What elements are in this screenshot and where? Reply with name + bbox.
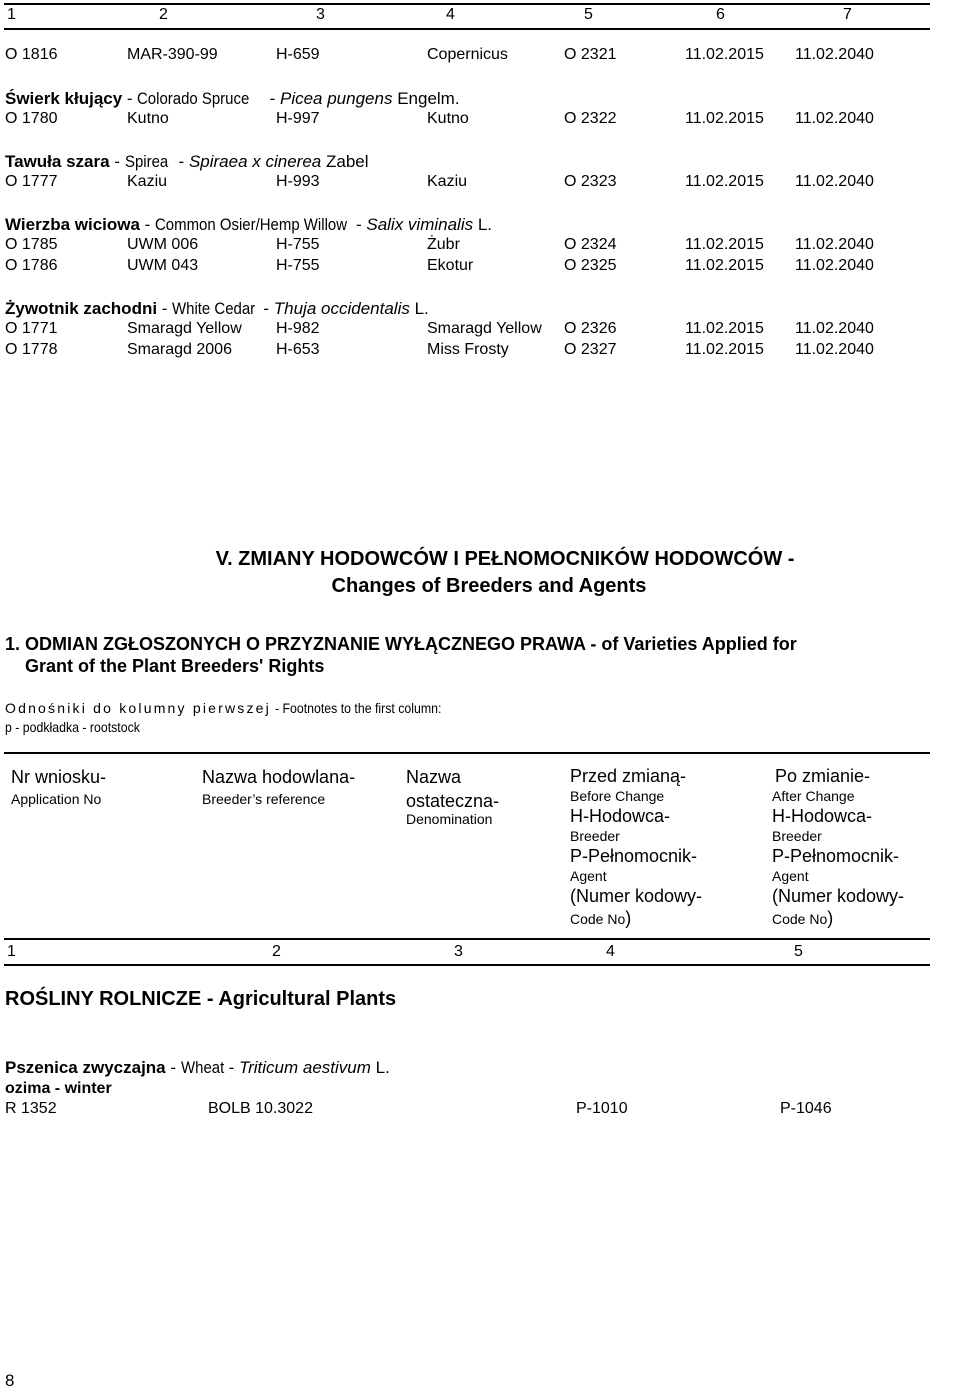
- col3-header: [406, 767, 499, 827]
- table-row: [0, 110, 960, 130]
- application-no: O 1777: [5, 173, 58, 190]
- species-latin: Picea pungens: [279, 89, 393, 108]
- col-number: 4: [606, 943, 615, 960]
- col-number: 3: [454, 943, 463, 960]
- footnote-item-text: p - podkładka - rootstock: [5, 719, 140, 735]
- col-header-code: (Numer kodowy-: [772, 886, 905, 906]
- col-header-agent-en: Agent: [570, 868, 607, 884]
- col-header-polish: Nazwa: [406, 767, 462, 787]
- col-header-english: Application No: [11, 791, 102, 807]
- breeder-code: H-993: [276, 173, 320, 190]
- species-latin: Triticum aestivum: [239, 1058, 371, 1077]
- breeder-reference: UWM 006: [127, 236, 199, 253]
- breeder-code: H-653: [276, 341, 320, 358]
- col-header-polish: Nr wniosku-: [11, 767, 107, 787]
- col4-header: [570, 767, 702, 927]
- col-header-breeder: H-Hodowca-: [772, 806, 873, 826]
- application-no: O 1771: [5, 320, 58, 337]
- col-header-english: Breeder’s reference: [202, 791, 326, 807]
- denomination: Kutno: [427, 110, 469, 127]
- denomination: Smaragd Yellow: [427, 320, 542, 337]
- denomination: Ekotur: [427, 257, 474, 274]
- breeder-reference: Smaragd Yellow: [127, 320, 242, 337]
- footnote-polish: Odnośniki do kolumny pierwszej: [5, 700, 271, 716]
- application-no: O 1816: [5, 46, 58, 63]
- col-header-paren: ): [625, 908, 632, 928]
- top-header-numbers: [0, 6, 960, 26]
- denomination: Miss Frosty: [427, 341, 509, 358]
- col-number: 3: [316, 6, 325, 23]
- expiry-date: 11.02.2040: [795, 320, 874, 337]
- section-title-english: Changes of Breeders and Agents: [331, 575, 647, 597]
- bottom-header-numbers: [0, 943, 960, 963]
- breeder-reference: Kaziu: [127, 173, 168, 190]
- grant-no: O 2322: [564, 110, 617, 127]
- breeder-reference: UWM 043: [127, 257, 199, 274]
- species-author: Engelm.: [397, 89, 460, 108]
- denomination: Kaziu: [427, 173, 468, 190]
- grant-no: O 2321: [564, 46, 617, 63]
- col-header-english: Denomination: [406, 811, 493, 827]
- application-no: R 1352: [5, 1100, 57, 1117]
- before-change: P-1010: [576, 1100, 628, 1117]
- grant-date: 11.02.2015: [685, 110, 764, 127]
- col-number: 7: [843, 6, 852, 23]
- subsection-title: 1. ODMIAN ZGŁOSZONYCH O PRZYZNANIE WYŁĄCZNEGO PRAWA - of Varieties Applied for: [5, 634, 797, 654]
- col-number: 5: [584, 6, 593, 23]
- expiry-date: 11.02.2040: [795, 236, 874, 253]
- species-polish: Żywotnik zachodni: [5, 299, 158, 318]
- col-header-english: After Change: [772, 788, 855, 804]
- col-header-polish: Przed zmianą-: [570, 766, 687, 786]
- bottom-numbers-rule: [4, 964, 930, 966]
- col5-header: [772, 767, 904, 927]
- col2-header: [202, 767, 355, 807]
- breeder-reference: Kutno: [127, 110, 169, 127]
- col-number: 2: [159, 6, 168, 23]
- table-row: [0, 320, 960, 340]
- col-header-code-en: Code No: [772, 911, 828, 927]
- col-number: 5: [794, 943, 803, 960]
- breeder-code: H-659: [276, 46, 320, 63]
- grant-date: 11.02.2015: [685, 46, 764, 63]
- species-author: L.: [375, 1058, 390, 1077]
- species-latin: Salix viminalis: [366, 215, 474, 234]
- col-header-english: Before Change: [570, 788, 665, 804]
- subsection-title-cont: Grant of the Plant Breeders' Rights: [25, 656, 325, 676]
- grant-date: 11.02.2015: [685, 320, 764, 337]
- col-header-paren: ): [827, 908, 834, 928]
- breeder-code: H-982: [276, 320, 320, 337]
- species-polish: Pszenica zwyczajna: [5, 1058, 166, 1077]
- species-latin: Thuja occidentalis: [273, 299, 410, 318]
- breeder-code: H-997: [276, 110, 320, 127]
- application-no: O 1778: [5, 341, 58, 358]
- grant-no: O 2323: [564, 173, 617, 190]
- grant-date: 11.02.2015: [685, 341, 764, 358]
- species-english: Wheat: [180, 1058, 224, 1077]
- col-header-polish-cont: ostateczna-: [406, 791, 500, 811]
- expiry-date: 11.02.2040: [795, 110, 874, 127]
- breeder-code: H-755: [276, 257, 320, 274]
- species-latin: Spiraea x cinerea: [188, 152, 322, 171]
- breeder-code: H-755: [276, 236, 320, 253]
- col-number: 6: [716, 6, 725, 23]
- expiry-date: 11.02.2040: [795, 257, 874, 274]
- table-row: [0, 173, 960, 193]
- category-heading: ROŚLINY ROLNICZE - Agricultural Plants: [5, 988, 397, 1010]
- col-header-code: (Numer kodowy-: [570, 886, 703, 906]
- footnote-english: - Footnotes to the first column:: [274, 700, 442, 716]
- col-number: 1: [7, 943, 16, 960]
- species-polish: Świerk kłujący: [5, 89, 123, 108]
- expiry-date: 11.02.2040: [795, 46, 874, 63]
- species-english: Common Osier/Hemp Willow: [155, 215, 348, 234]
- table-row: [0, 236, 960, 256]
- col-header-agent: P-Pełnomocnik-: [570, 846, 698, 866]
- species-heading: Świerk kłujący - Colorado Spruce - Picea pungens Engelm.: [5, 89, 460, 108]
- species-heading: Pszenica zwyczajna - Wheat - Triticum aestivum L.: [5, 1058, 390, 1077]
- header-rule: [4, 28, 930, 30]
- col-header-breeder: H-Hodowca-: [570, 806, 671, 826]
- col-header-polish: Po zmianie-: [775, 766, 871, 786]
- species-author: L.: [414, 299, 429, 318]
- grant-date: 11.02.2015: [685, 257, 764, 274]
- species-polish: Wierzba wiciowa: [5, 215, 140, 234]
- col-header-breeder-en: Breeder: [570, 828, 620, 844]
- grant-no: O 2326: [564, 320, 617, 337]
- table-row: [0, 46, 960, 66]
- type-heading: ozima - winter: [5, 1080, 112, 1097]
- species-heading: Żywotnik zachodni - White Cedar - Thuja occidentalis L.: [5, 299, 429, 318]
- bottom-header-rule: [4, 938, 930, 940]
- col-number: 2: [272, 943, 281, 960]
- expiry-date: 11.02.2040: [795, 173, 874, 190]
- table-row: [0, 1100, 960, 1120]
- footnote-item: [5, 719, 158, 735]
- grant-no: O 2327: [564, 341, 617, 358]
- table-row: [0, 341, 960, 361]
- application-no: O 1786: [5, 257, 58, 274]
- col-header-agent: P-Pełnomocnik-: [772, 846, 900, 866]
- footnote-heading: [5, 700, 464, 716]
- col-header-polish: Nazwa hodowlana-: [202, 767, 356, 787]
- grant-no: O 2324: [564, 236, 617, 253]
- denomination: Copernicus: [427, 46, 508, 63]
- species-heading: Wierzba wiciowa - Common Osier/Hemp Willow - Salix viminalis L.: [5, 215, 493, 234]
- species-english: White Cedar: [172, 299, 256, 318]
- table-row: [0, 257, 960, 277]
- top-rule: [4, 3, 930, 5]
- denomination: Żubr: [427, 236, 460, 253]
- col-number: 4: [446, 6, 455, 23]
- bottom-table-top-rule: [4, 752, 930, 754]
- species-english: Colorado Spruce: [137, 89, 250, 108]
- col-header-agent-en: Agent: [772, 868, 809, 884]
- grant-no: O 2325: [564, 257, 617, 274]
- breeder-reference: Smaragd 2006: [127, 341, 232, 358]
- application-no: O 1785: [5, 236, 58, 253]
- breeder-reference: MAR-390-99: [127, 46, 218, 63]
- species-polish: Tawuła szara: [5, 152, 110, 171]
- application-no: O 1780: [5, 110, 58, 127]
- species-author: Zabel: [325, 152, 369, 171]
- grant-date: 11.02.2015: [685, 173, 764, 190]
- breeder-reference: BOLB 10.3022: [208, 1100, 313, 1117]
- species-author: L.: [477, 215, 493, 234]
- section-title: V. ZMIANY HODOWCÓW I PEŁNOMOCNIKÓW HODOWCÓW -: [215, 548, 795, 570]
- species-english: Spirea: [124, 152, 168, 171]
- species-heading: Tawuła szara - Spirea - Spiraea x cinerea Zabel: [5, 152, 369, 171]
- page-number: 8: [5, 1371, 15, 1390]
- after-change: P-1046: [780, 1100, 832, 1117]
- expiry-date: 11.02.2040: [795, 341, 874, 358]
- col1-header: [11, 767, 106, 807]
- grant-date: 11.02.2015: [685, 236, 764, 253]
- col-header-breeder-en: Breeder: [772, 828, 822, 844]
- col-number: 1: [7, 6, 16, 23]
- col-header-code-en: Code No: [570, 911, 626, 927]
